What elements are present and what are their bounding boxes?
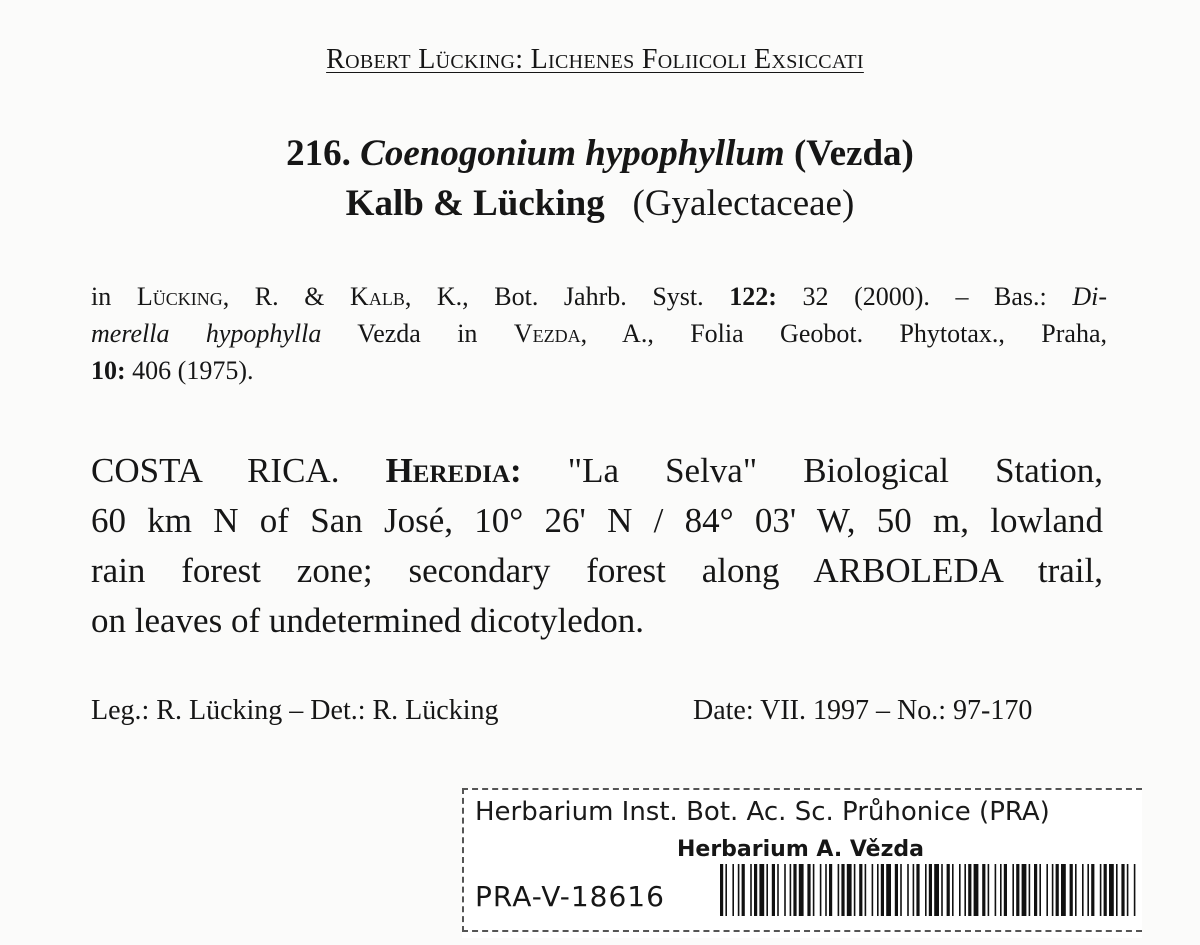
- citation-line-3: 10: 406 (1975).: [91, 356, 254, 385]
- institution-name: Herbarium Inst. Bot. Ac. Sc. Průhonice (PRA): [475, 797, 1050, 827]
- barcode-bar: [1016, 864, 1019, 916]
- barcode-bar: [766, 864, 768, 916]
- barcode-bar: [1046, 864, 1048, 916]
- province: Heredia:: [385, 451, 522, 490]
- barcode-bar: [813, 864, 815, 916]
- family-name: (Gyalectaceae): [632, 183, 855, 224]
- barcode-bar: [1127, 864, 1129, 916]
- barcode-bar: [1000, 864, 1002, 916]
- barcode-bar: [1012, 864, 1014, 916]
- basionym-author: (Vezda): [793, 133, 914, 174]
- barcode-bar: [974, 864, 979, 916]
- barcode-bar: [1116, 864, 1118, 916]
- exsiccata-number: 216.: [286, 133, 351, 174]
- barcode-bar: [1022, 864, 1027, 916]
- barcode-bar: [742, 864, 745, 916]
- barcode-bar: [820, 864, 822, 916]
- barcode-bar: [988, 864, 990, 916]
- collector-determiner: Leg.: R. Lücking – Det.: R. Lücking: [91, 695, 499, 726]
- barcode-bar: [1004, 864, 1007, 916]
- citation-volume: 122:: [729, 282, 777, 311]
- barcode-bar: [1056, 864, 1059, 916]
- citation-author-3: Vezda: [513, 319, 581, 348]
- barcode-bar: [1087, 864, 1089, 916]
- combination-authors: Kalb & Lücking: [345, 183, 605, 224]
- barcode-bar: [793, 864, 796, 916]
- barcode-bar: [838, 864, 840, 916]
- barcode-bar: [720, 864, 723, 916]
- barcode-bar: [807, 864, 810, 916]
- locality-line-3: rain forest zone; secondary forest along ARBOLEDA trail,: [91, 551, 1103, 590]
- basionym-genus-part1: Di-: [1072, 282, 1108, 311]
- barcode-bar: [916, 864, 919, 916]
- barcode-bar: [1075, 864, 1077, 916]
- species-name-line1: [0, 131, 1200, 177]
- barcode-bar: [1029, 864, 1031, 916]
- barcode-bar: [790, 864, 792, 916]
- series-title-text: Robert Lücking: Lichenes Foliicoli Exsiccati: [326, 44, 864, 75]
- barcode-bar: [877, 864, 879, 916]
- barcode-bar: [941, 864, 943, 916]
- barcode-bar: [1104, 864, 1107, 916]
- barcode-bar: [1121, 864, 1124, 916]
- barcode-bar: [952, 864, 954, 916]
- sticker-border-top: [462, 788, 1142, 790]
- barcode-icon: [720, 864, 1140, 916]
- barcode-bar: [1100, 864, 1102, 916]
- barcode-bar: [1061, 864, 1066, 916]
- barcode-bar: [750, 864, 752, 916]
- barcode-bar: [759, 864, 764, 916]
- barcode-bar: [1039, 864, 1041, 916]
- barcode-bar: [982, 864, 985, 916]
- species-binomial: Coenogonium hypophyllum: [360, 133, 785, 174]
- barcode-bar: [772, 864, 775, 916]
- locality-text: [91, 446, 1103, 646]
- locality-line-4: on leaves of undetermined dicotyledon.: [91, 601, 645, 640]
- country: COSTA RICA.: [91, 451, 340, 490]
- collection-date-number: Date: VII. 1997 – No.: 97-170: [693, 695, 1033, 726]
- sticker-border-left: [462, 788, 464, 932]
- barcode-bar: [784, 864, 786, 916]
- barcode-bar: [841, 864, 844, 916]
- citation-line-1: in Lücking, R. & Kalb, K., Bot. Jahrb. Syst. 122: 32 (2000). – Bas.: Di-: [91, 282, 1108, 311]
- barcode-bar: [872, 864, 874, 916]
- barcode-bar: [1034, 864, 1037, 916]
- barcode-bar: [929, 864, 932, 916]
- barcode-bar: [895, 864, 898, 916]
- barcode-bar: [964, 864, 966, 916]
- barcode-bar: [959, 864, 961, 916]
- barcode-bar: [934, 864, 939, 916]
- citation-volume-2: 10:: [91, 356, 126, 385]
- barcode-bar: [854, 864, 856, 916]
- barcode-bar: [865, 864, 867, 916]
- barcode-bar: [886, 864, 891, 916]
- barcode-bar: [900, 864, 902, 916]
- series-title: [0, 43, 1190, 77]
- barcode-bar: [1109, 864, 1114, 916]
- barcode-bar: [1052, 864, 1054, 916]
- barcode-bar: [847, 864, 852, 916]
- barcode-bar: [1091, 864, 1094, 916]
- barcode-bar: [1070, 864, 1073, 916]
- barcode-bar: [1134, 864, 1136, 916]
- nomenclatural-citation: [91, 278, 1107, 389]
- herbarium-sticker: [462, 788, 1142, 938]
- herbarium-name: Herbarium A. Vězda: [677, 837, 925, 862]
- barcode-bar: [968, 864, 971, 916]
- sticker-border-bottom: [462, 930, 1142, 932]
- barcode-bar: [825, 864, 827, 916]
- barcode-bar: [1082, 864, 1084, 916]
- citation-author-1: Lücking: [136, 282, 223, 311]
- barcode-bar: [913, 864, 915, 916]
- barcode-bar: [732, 864, 734, 916]
- locality-line-2: 60 km N of San José, 10° 26' N / 84° 03' W, 50 m, lowland: [91, 501, 1103, 540]
- citation-author-2: Kalb: [350, 282, 405, 311]
- barcode-bar: [859, 864, 862, 916]
- barcode-bar: [777, 864, 779, 916]
- barcode-bar: [799, 864, 804, 916]
- basionym-name: merella hypophylla: [91, 319, 322, 348]
- barcode-bar: [829, 864, 832, 916]
- barcode-bar: [725, 864, 727, 916]
- barcode-bar: [881, 864, 884, 916]
- barcode-bar: [947, 864, 950, 916]
- barcode-bar: [754, 864, 757, 916]
- barcode-bar: [907, 864, 909, 916]
- species-name-line2: [0, 181, 1200, 227]
- specimen-id: PRA-V-18616: [475, 880, 665, 913]
- citation-line-2: merella hypophylla Vezda in Vezda, A., Folia Geobot. Phytotax., Praha,: [91, 319, 1108, 348]
- barcode-bar: [995, 864, 997, 916]
- barcode-bar: [925, 864, 927, 916]
- locality-line-1: COSTA RICA. Heredia: "La Selva" Biological Station,: [91, 451, 1104, 490]
- barcode-bar: [738, 864, 740, 916]
